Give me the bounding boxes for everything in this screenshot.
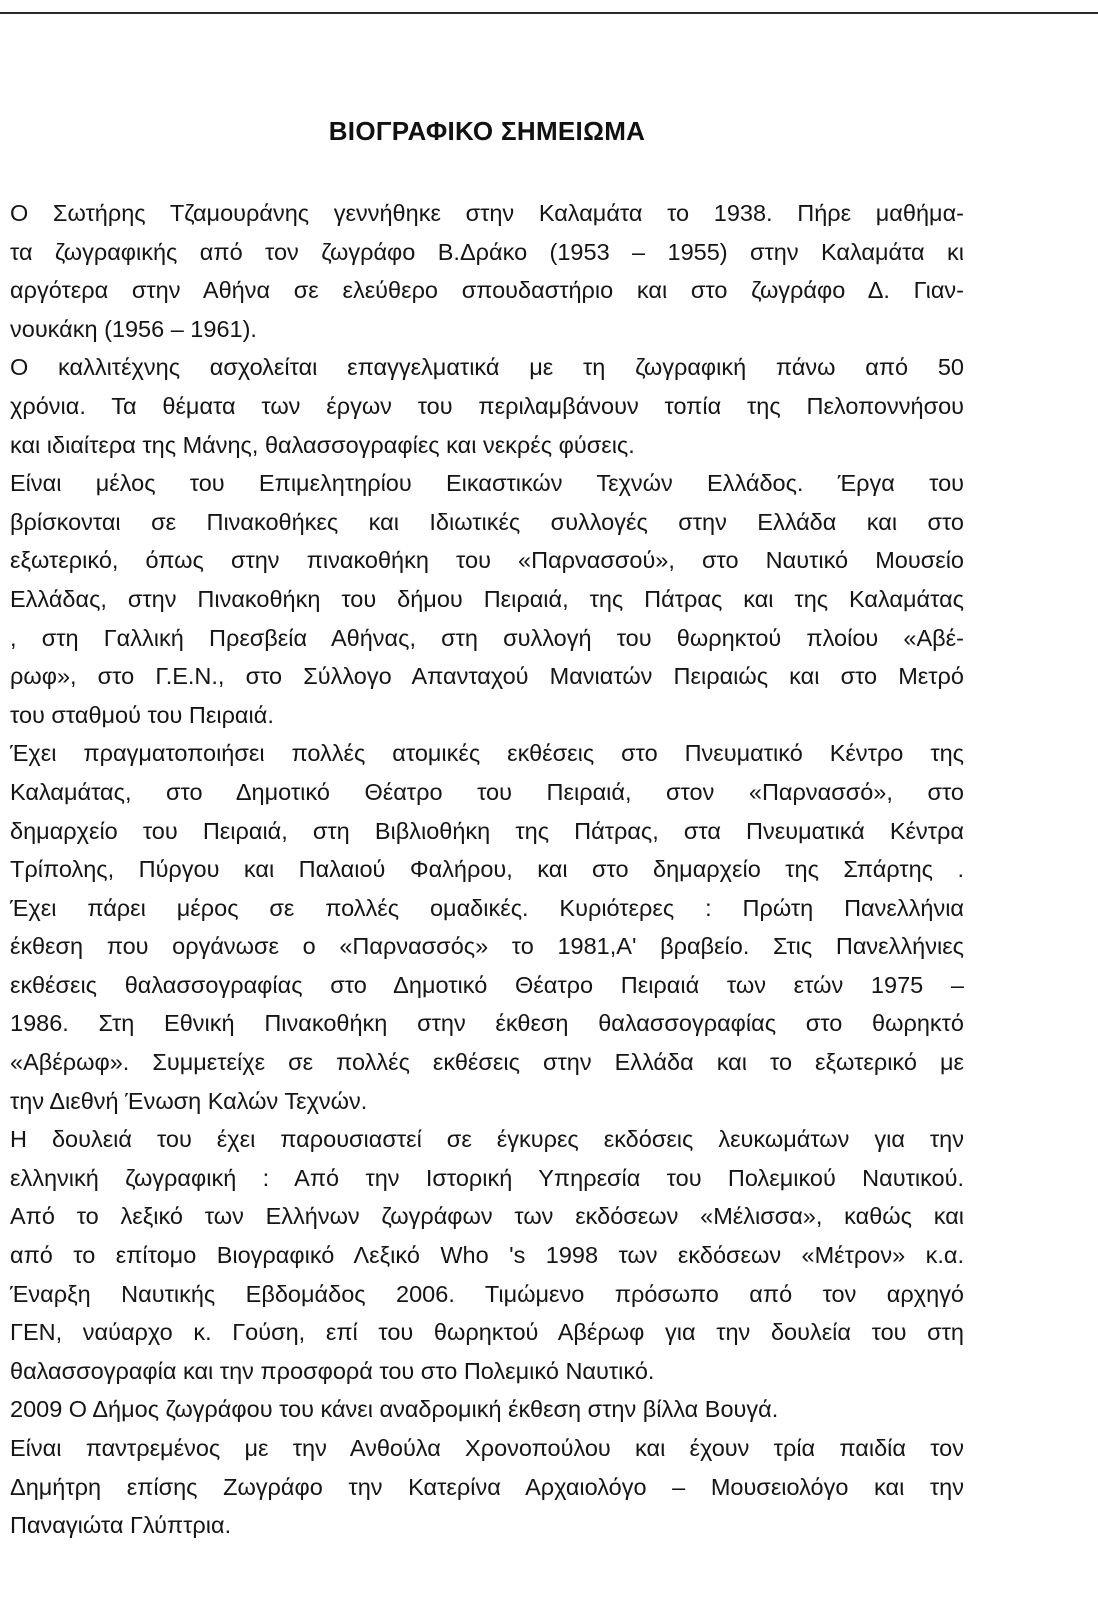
text-line: από το επίτομο Βιογραφικό Λεξικό Who 's 1998 των εκδόσεων «Μέτρον» κ.α. (10, 1242, 964, 1269)
text-line: Έχει πραγματοποιήσει πολλές ατομικές εκθέσεις στο Πνευματικό Κέντρο της (10, 740, 964, 767)
text-line: έκθεση που οργάνωσε ο «Παρνασσός» το 1981,Α' βραβείο. Στις Πανελλήνιες (10, 933, 964, 960)
text-line: δημαρχείο του Πειραιά, στη Βιβλιοθήκη της Πάτρας, στα Πνευματικά Κέντρα (10, 817, 964, 844)
text-line: Έναρξη Ναυτικής Εβδομάδος 2006. Τιμώμενο πρόσωπο από τον αρχηγό (10, 1280, 964, 1307)
text-line: αργότερα στην Αθήνα σε ελεύθερο σπουδαστήριο και στο ζωγράφο Δ. Γιαν- (10, 277, 964, 304)
text-line: Ο Σωτήρης Τζαμουράνης γεννήθηκε στην Καλαμάτα το 1938. Πήρε μαθήμα- (10, 200, 964, 226)
text-line: , στη Γαλλική Πρεσβεία Αθήνας, στη συλλογή του θωρηκτού πλοίου «Αβέ- (10, 624, 964, 651)
text-line: Η δουλειά του έχει παρουσιαστεί σε έγκυρες εκδόσεις λευκωμάτων για την (10, 1126, 964, 1153)
text-line: Είναι παντρεμένος με την Ανθούλα Χρονοπούλου και έχουν τρία παιδία τον (10, 1435, 964, 1461)
text-line: εξωτερικό, όπως στην πινακοθήκη του «Παρνασσού», στο Ναυτικό Μουσείο (10, 547, 964, 574)
text-line: Έχει πάρει μέρος σε πολλές ομαδικές. Κυριότερες : Πρώτη Πανελλήνια (10, 894, 964, 921)
top-rule (0, 12, 1098, 14)
text-line: ρωφ», στο Γ.Ε.Ν., στο Σύλλογο Απανταχού Μανιατών Πειραιώς και στο Μετρό (10, 663, 964, 690)
text-line: του σταθμού του Πειραιά. (10, 701, 274, 728)
text-line: «Αβέρωφ». Συμμετείχε σε πολλές εκθέσεις στην Ελλάδα και το εξωτερικό με (10, 1049, 964, 1076)
text-line: την Διεθνή Ένωση Καλών Τεχνών. (10, 1087, 368, 1114)
text-line: Δημήτρη επίσης Ζωγράφο την Κατερίνα Αρχαιολόγο – Μουσειολόγο και την (10, 1473, 964, 1500)
text-line: 1986. Στη Εθνική Πινακοθήκη στην έκθεση θαλασσογραφίας στο θωρηκτό (10, 1010, 964, 1037)
document-title: ΒΙΟΓΡΑΦΙΚΟ ΣΗΜΕΙΩΜΑ (328, 116, 646, 146)
text-line: και ιδιαίτερα της Μάνης, θαλασσογραφίες και νεκρές φύσεις. (10, 431, 635, 458)
text-line: τα ζωγραφικής από τον ζωγράφο Β.Δράκο (1953 – 1955) στην Καλαμάτα κι (10, 238, 964, 265)
text-line: εκθέσεις θαλασσογραφίας στο Δημοτικό Θέατρο Πειραιά των ετών 1975 – (10, 971, 964, 998)
text-line: θαλασσογραφία και την προσφορά του στο Πολεμικό Ναυτικό. (10, 1357, 655, 1384)
text-line: ελληνική ζωγραφική : Από την Ιστορική Υπηρεσία του Πολεμικού Ναυτικού. (10, 1164, 964, 1191)
text-line: βρίσκονται σε Πινακοθήκες και Ιδιωτικές συλλογές στην Ελλάδα και στο (10, 508, 964, 535)
text-line: Ελλάδας, στην Πινακοθήκη του δήμου Πειραιά, της Πάτρας και της Καλαμάτας (10, 585, 964, 612)
text-line: Είναι μέλος του Επιμελητηρίου Εικαστικών Τεχνών Ελλάδος. Έργα του (10, 470, 964, 497)
text-line: χρόνια. Τα θέματα των έργων του περιλαμβάνουν τοπία της Πελοποννήσου (10, 392, 964, 419)
text-line: 2009 Ο Δήμος ζωγράφου του κάνει αναδρομική έκθεση στην βίλλα Βουγά. (10, 1396, 779, 1423)
text-line: Από το λεξικό των Ελλήνων ζωγράφων των εκδόσεων «Μέλισσα», καθώς και (10, 1203, 964, 1230)
biography-body (10, 194, 964, 1545)
text-line: ΓΕΝ, ναύαρχο κ. Γούση, επί του θωρηκτού Αβέρωφ για την δουλεία του στη (10, 1319, 964, 1346)
text-line: Τρίπολης, Πύργου και Παλαιού Φαλήρου, και στο δημαρχείο της Σπάρτης . (10, 856, 964, 883)
text-line: Παναγιώτα Γλύπτρια. (10, 1512, 232, 1539)
text-line: νουκάκη (1956 – 1961). (10, 315, 257, 342)
text-line: Ο καλλιτέχνης ασχολείται επαγγελματικά με τη ζωγραφική πάνω από 50 (10, 354, 964, 381)
text-line: Καλαμάτας, στο Δημοτικό Θέατρο του Πειραιά, στον «Παρνασσό», στο (10, 778, 964, 805)
